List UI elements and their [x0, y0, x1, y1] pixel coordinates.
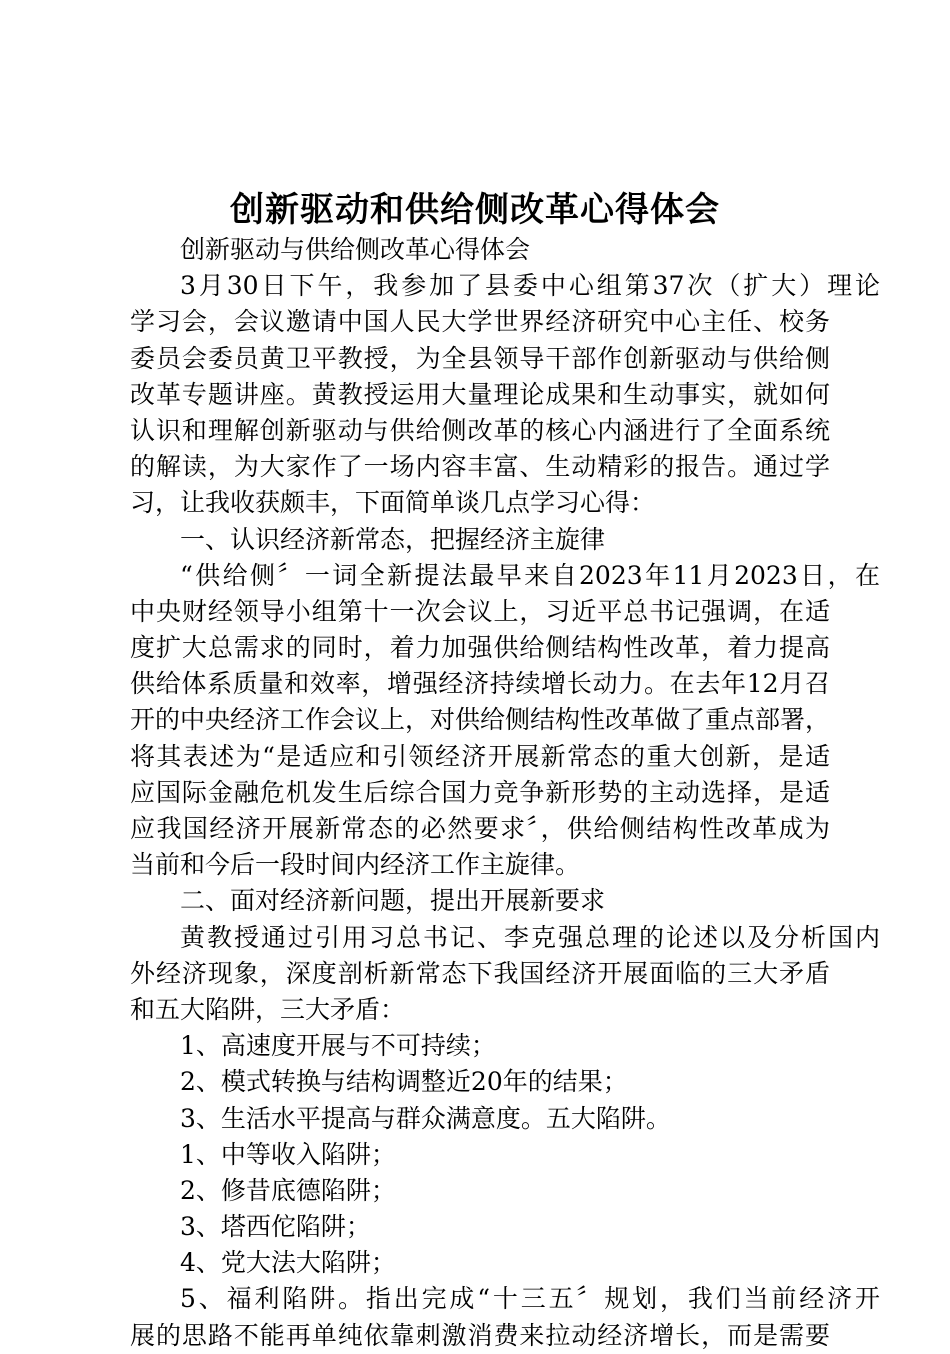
paragraph-line: 外经济现象，深度剖析新常态下我国经济开展面临的三大矛盾	[130, 958, 830, 988]
paragraph-line: 开的中央经济工作会议上，对供给侧结构性改革做了重点部署，	[130, 705, 831, 735]
section-heading: 一、认识经济新常态，把握经济主旋律	[180, 524, 606, 554]
paragraph-line: 应我国经济开展新常态的必然要求〞，供给侧结构性改革成为	[130, 814, 830, 843]
list-item: 1、中等收入陷阱；	[180, 1139, 396, 1169]
paragraph-line: 黄教授通过引用习总书记、李克强总理的论述以及分析国内	[180, 922, 880, 952]
paragraph-line: 当前和今后一段时间内经济工作主旋律。	[130, 850, 581, 880]
paragraph-line: 学习会，会议邀请中国人民大学世界经济研究中心主任、校务	[130, 307, 830, 337]
paragraph-line: 委员会委员黄卫平教授，为全县领导干部作创新驱动与供给侧	[130, 343, 830, 373]
paragraph-line: 改革专题讲座。黄教授运用大量理论成果和生动事实，就如何	[130, 379, 830, 409]
list-item: 3、生活水平提高与群众满意度。五大陷阱。	[180, 1103, 671, 1133]
paragraph-line: 中央财经领导小组第十一次会议上，习近平总书记强调，在适	[130, 596, 830, 626]
paragraph-line: 认识和理解创新驱动与供给侧改革的核心内涵进行了全面系统	[130, 415, 830, 445]
paragraph-line: 将其表述为“是适应和引领经济开展新常态的重大创新，是适	[130, 741, 830, 771]
document-title: 创新驱动和供给侧改革心得体会	[230, 190, 720, 230]
paragraph-line: 习，让我收获颇丰，下面简单谈几点学习心得：	[130, 488, 656, 518]
list-item: 1、高速度开展与不可持续；	[180, 1031, 496, 1061]
list-item: 3、塔西佗陷阱；	[180, 1212, 371, 1242]
section-heading: 二、面对经济新问题，提出开展新要求	[180, 886, 606, 916]
list-item: 2、模式转换与结构调整近20年的结果；	[180, 1067, 628, 1097]
document-body	[130, 232, 880, 1354]
paragraph-line: 应国际金融危机发生后综合国力竞争新形势的主动选择，是适	[130, 777, 830, 807]
paragraph-line: 的解读，为大家作了一场内容丰富、生动精彩的报告。通过学	[130, 452, 830, 482]
paragraph-line: 供给体系质量和效率，增强经济持续增长动力。在去年12月召	[130, 669, 830, 699]
subtitle-line: 创新驱动与供给侧改革心得体会	[180, 235, 531, 264]
paragraph-line: “供给侧〞一词全新提法最早来自2023年11月2023日，在	[180, 560, 880, 590]
paragraph-line: 展的思路不能再单纯依靠刺激消费来拉动经济增长，而是需要	[130, 1320, 830, 1350]
paragraph-line: 和五大陷阱，三大矛盾：	[130, 994, 406, 1024]
paragraph-line: 3月30日下午，我参加了县委中心组第37次（扩大）理论	[180, 271, 880, 301]
list-item: 4、党大法大陷阱；	[180, 1248, 396, 1278]
paragraph-line: 度扩大总需求的同时，着力加强供给侧结构性改革，着力提高	[130, 633, 830, 663]
paragraph-line: 5、福利陷阱。指出完成“十三五〞规划，我们当前经济开	[180, 1284, 880, 1314]
list-item: 2、修昔底德陷阱；	[180, 1175, 396, 1205]
